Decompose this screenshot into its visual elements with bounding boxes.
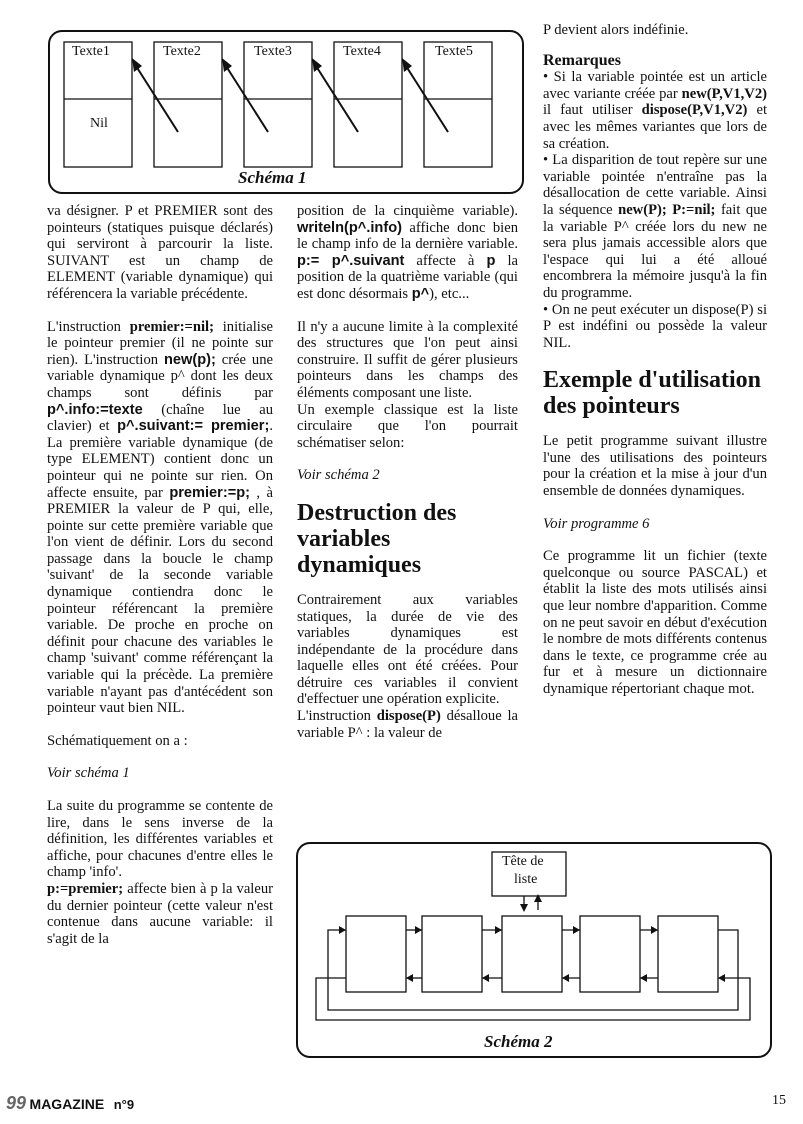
col3-paragraph-1: P devient alors indéfinie. <box>543 22 689 38</box>
col2-paragraph-3: Un exemple classique est la liste circulaire que l'on pourrait schématiser selon: <box>297 401 518 451</box>
col2-see-schema-2: Voir schéma 2 <box>297 467 380 484</box>
col3-see-program-6: Voir programme 6 <box>543 515 650 532</box>
col3-remark-3: • On ne peut exécuter un dispose(P) si P est indéfini ou possède la valeur NIL. <box>543 301 767 351</box>
column-1 <box>47 203 273 947</box>
col3-paragraph-4: Ce programme lit un fichier (texte quelconque ou source PASCAL) et établit la liste des mots utilisés ainsi que leur nombre d'apparition. Comme on ne peut savoir en début d'exécution le nombre de mots différents contenus dans le texte, ce programme crée au fur et à mesure un dictionnaire dynamique répertoriant chaque mot. <box>543 548 767 697</box>
schema-1-frame <box>48 30 524 194</box>
schema-2-caption: Schéma 2 <box>484 1032 553 1051</box>
col1-paragraph-5: La suite du programme se contente de lire, dans le sens inverse de la définition, les différentes variables et affiche, pour chacunes d'entre elles le champ 'info'. <box>47 798 273 881</box>
schema-1-box-4: Texte4 <box>343 44 381 59</box>
col2-paragraph-6: L'instruction dispose(P) désalloue la variable P^ : la valeur de <box>297 708 518 741</box>
col3-heading-remarques: Remarques <box>543 51 621 69</box>
schema-2-head-label-1: Tête de <box>502 854 544 869</box>
col1-paragraph-2: L'instruction premier:=nil; initialise le pointeur premier (il ne pointe sur rien). L'instruction new(p); crée une variable dynamique p^ dont les deux champs sont définis par p^.info:=texte (chaîne lue au clavier) et p^.suivant:= premier;. La première variable dynamique (de type ELEMENT) contient donc un pointeur qui ne pointe sur rien. On affecte ensuite, par premier:=p; , à PREMIER la valeur de P qui, elle, pointe sur cette première variable que l'on vient de définir. Lors du second passage dans la boucle le champ 'suivant' de la seconde variable dynamique contiendra donc le pointeur référencant la première variable. De proche en proche on définit pour chacune des variables le champ 'suivant' comme référençant la variable qui la précède. La première variable n'ayant pas d'antécédent son pointeur vaut bien NIL. <box>47 318 273 717</box>
col3-remark-2: • La disparition de tout repère sur une variable pointée n'entraîne pas la désallocation de cette variable. Ainsi la séquence new(P); P:=nil; fait que la variable P^ créée lors du new ne sera plus jamais accessible alors que l'espace qui lui a été alloué encombrera la mémoire jusqu'à la fin du programme. <box>543 152 767 301</box>
magazine-logo-number: 99 <box>6 1093 27 1113</box>
col3-remark-1: • Si la variable pointée est un article avec variante créée par new(P,V1,V2) il faut utiliser dispose(P,V1,V2) et avec les mêmes variantes que lors de sa création. <box>543 69 768 152</box>
schema-2-head-label-2: liste <box>514 872 538 887</box>
footer-magazine <box>6 1093 134 1114</box>
column-3 <box>543 22 767 698</box>
col1-paragraph-1: va désigner. P et PREMIER sont des pointeurs (statiques puisque déclarés) qui serviront à parcourir la liste. SUIVANT est un champ de ELEMENT (variable dynamique) qui référencera la variable précédente. <box>47 203 273 302</box>
column-2 <box>297 203 518 741</box>
col2-paragraph-2: Il n'y a aucune limite à la complexité des structures que l'on peut ainsi construire. Il suffit de gérer plusieurs pointeurs dans les champs des éléments composant une liste. <box>297 318 518 401</box>
schema-2-frame <box>296 842 772 1058</box>
col2-heading-destruction: Destruction des variables dynamiques <box>297 499 457 578</box>
col1-paragraph-3: Schématiquement on a : <box>47 732 188 749</box>
schema-1-box-2: Texte2 <box>163 44 201 59</box>
col3-heading-exemple: Exemple d'utilisation des pointeurs <box>543 367 762 420</box>
col2-paragraph-1: position de la cinquième variable). writeln(p^.info) affiche donc bien le champ info de la dernière variable. p:= p^.suivant affecte à p la position de la quatrième variable (qui est donc désormais p^), etc... <box>297 203 518 302</box>
schema-1-box-3: Texte3 <box>254 44 292 59</box>
col1-see-schema-1: Voir schéma 1 <box>47 765 130 782</box>
magazine-logo-word: MAGAZINE <box>29 1096 105 1112</box>
col1-paragraph-6: p:=premier; affecte bien à p la valeur du dernier pointeur (cette valeur n'est contenue dans aucune variable: il s'agit de la <box>47 880 273 947</box>
col3-paragraph-2: Le petit programme suivant illustre l'une des utilisations des pointeurs pour la création et la mise à jour d'un ensemble de données dynamiques. <box>543 433 767 500</box>
schema-1-box-1: Texte1 <box>72 44 110 59</box>
col2-paragraph-5: Contrairement aux variables statiques, la durée de vie des variables dynamiques est indépendante de la procédure dans laquelle elles ont été créées. Pour détruire ces variables il convient d'effectuer une opération explicite. <box>297 591 518 708</box>
schema-1-box-5: Texte5 <box>435 44 473 59</box>
schema-1-nil-label: Nil <box>90 116 108 131</box>
page-number: 15 <box>772 1093 786 1108</box>
schema-1-caption: Schéma 1 <box>238 168 307 187</box>
magazine-issue: n°9 <box>113 1097 135 1112</box>
